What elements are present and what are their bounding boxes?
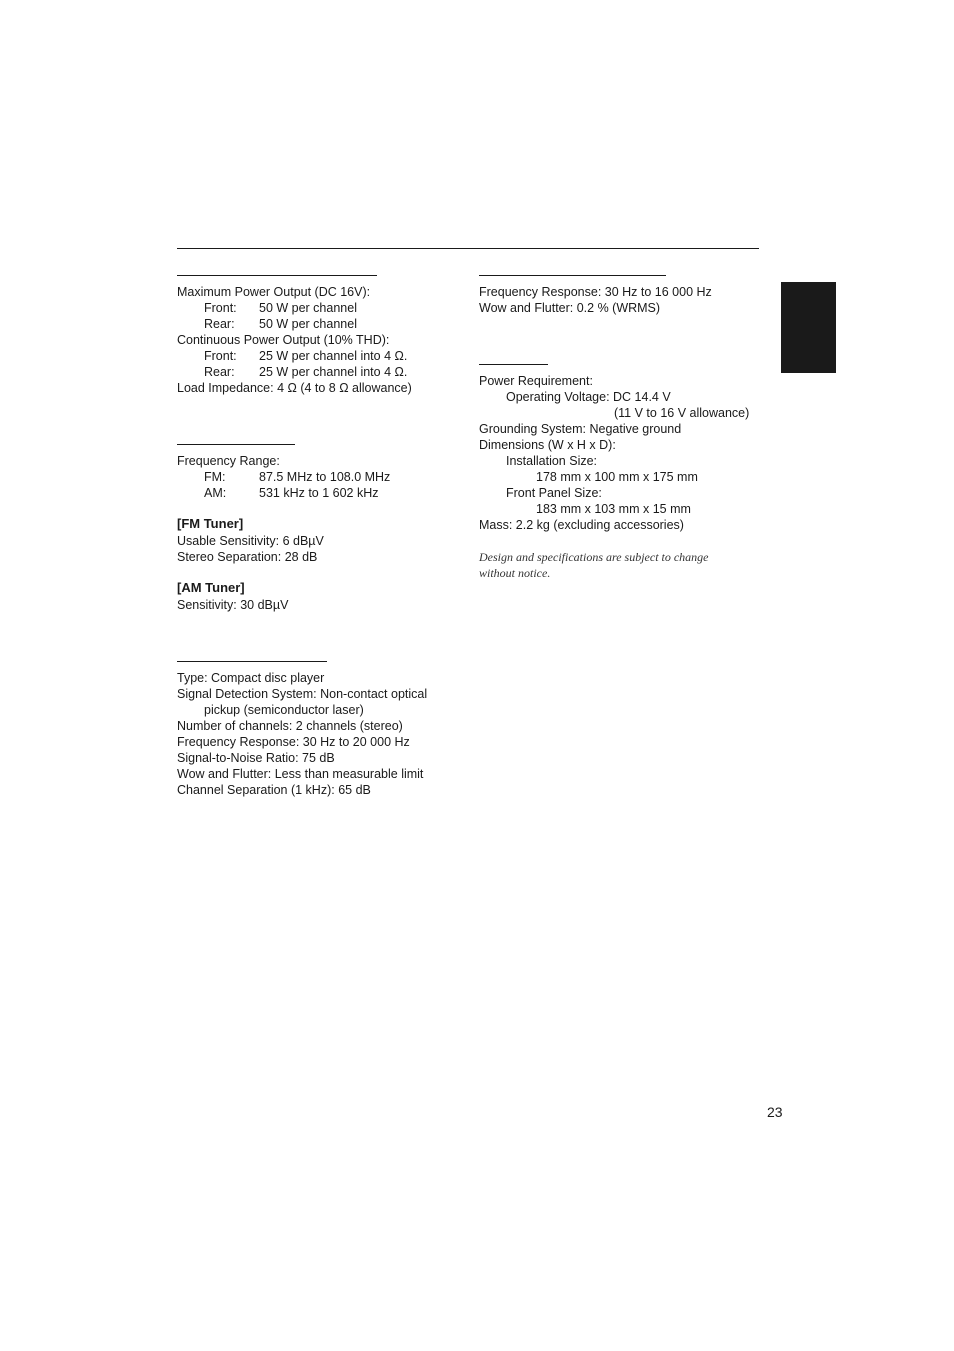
am-range: AM: 531 kHz to 1 602 kHz: [204, 486, 379, 500]
top-rule: [177, 248, 759, 249]
tuner-section: [177, 453, 390, 501]
fm-range: FM: 87.5 MHz to 108.0 MHz: [204, 470, 391, 484]
cd-freq-response: Frequency Response: 30 Hz to 20 000 Hz: [177, 735, 410, 749]
installation-size-label: Installation Size:: [506, 454, 598, 468]
load-impedance: Load Impedance: 4 Ω (4 to 8 Ω allowance): [177, 381, 412, 395]
front-panel-size-label: Front Panel Size:: [506, 486, 602, 500]
cassette-freq-response: Frequency Response: 30 Hz to 16 000 Hz: [479, 285, 712, 299]
cd-section: [177, 670, 427, 798]
cd-type: Type: Compact disc player: [177, 671, 325, 685]
cd-signal-detection: Signal Detection System: Non-contact optical: [177, 687, 428, 701]
spec-change-note: [479, 549, 709, 581]
max-power-label: Maximum Power Output (DC 16V):: [177, 285, 371, 299]
note-line-1: Design and specifications are subject to change: [479, 550, 709, 564]
am-tuner-heading: [AM Tuner]: [177, 580, 245, 595]
note-line-2: without notice.: [479, 566, 551, 580]
am-sensitivity: Sensitivity: 30 dBµV: [177, 598, 289, 612]
cd-signal-detection-cont: pickup (semiconductor laser): [204, 703, 364, 717]
fm-stereo-separation: Stereo Separation: 28 dB: [177, 550, 318, 564]
cassette-section-rule: [479, 275, 666, 276]
cd-snr: Signal-to-Noise Ratio: 75 dB: [177, 751, 335, 765]
grounding-system: Grounding System: Negative ground: [479, 422, 682, 436]
cd-section-rule: [177, 661, 327, 662]
general-section: [479, 373, 749, 533]
cd-wow-flutter: Wow and Flutter: Less than measurable limit: [177, 767, 424, 781]
fm-tuner-specs: [177, 533, 324, 565]
amplifier-section-rule: [177, 275, 377, 276]
freq-range-label: Frequency Range:: [177, 454, 280, 468]
cd-channel-separation: Channel Separation (1 kHz): 65 dB: [177, 783, 371, 797]
fm-tuner-heading: [FM Tuner]: [177, 516, 244, 531]
cont-power-label: Continuous Power Output (10% THD):: [177, 333, 390, 347]
cont-power-front: Front: 25 W per channel into 4 Ω.: [204, 349, 408, 363]
page-number: 23: [767, 1104, 783, 1120]
dimensions-label: Dimensions (W x H x D):: [479, 438, 616, 452]
language-tab-marker: [781, 282, 836, 373]
amplifier-section: [177, 284, 412, 396]
general-section-rule: [479, 364, 548, 365]
voltage-allowance: (11 V to 16 V allowance): [614, 406, 750, 420]
am-tuner-specs: [177, 597, 288, 613]
operating-voltage: Operating Voltage: DC 14.4 V: [506, 390, 671, 404]
cont-power-rear: Rear: 25 W per channel into 4 Ω.: [204, 365, 408, 379]
cassette-section: [479, 284, 712, 316]
tuner-section-rule: [177, 444, 295, 445]
cassette-wow-flutter: Wow and Flutter: 0.2 % (WRMS): [479, 301, 661, 315]
installation-size-value: 178 mm x 100 mm x 175 mm: [536, 470, 698, 484]
mass: Mass: 2.2 kg (excluding accessories): [479, 518, 684, 532]
max-power-front: Front: 50 W per channel: [204, 301, 357, 315]
max-power-rear: Rear: 50 W per channel: [204, 317, 357, 331]
cd-channels: Number of channels: 2 channels (stereo): [177, 719, 403, 733]
fm-usable-sensitivity: Usable Sensitivity: 6 dBµV: [177, 534, 324, 548]
front-panel-size-value: 183 mm x 103 mm x 15 mm: [536, 502, 691, 516]
power-requirement: Power Requirement:: [479, 374, 593, 388]
